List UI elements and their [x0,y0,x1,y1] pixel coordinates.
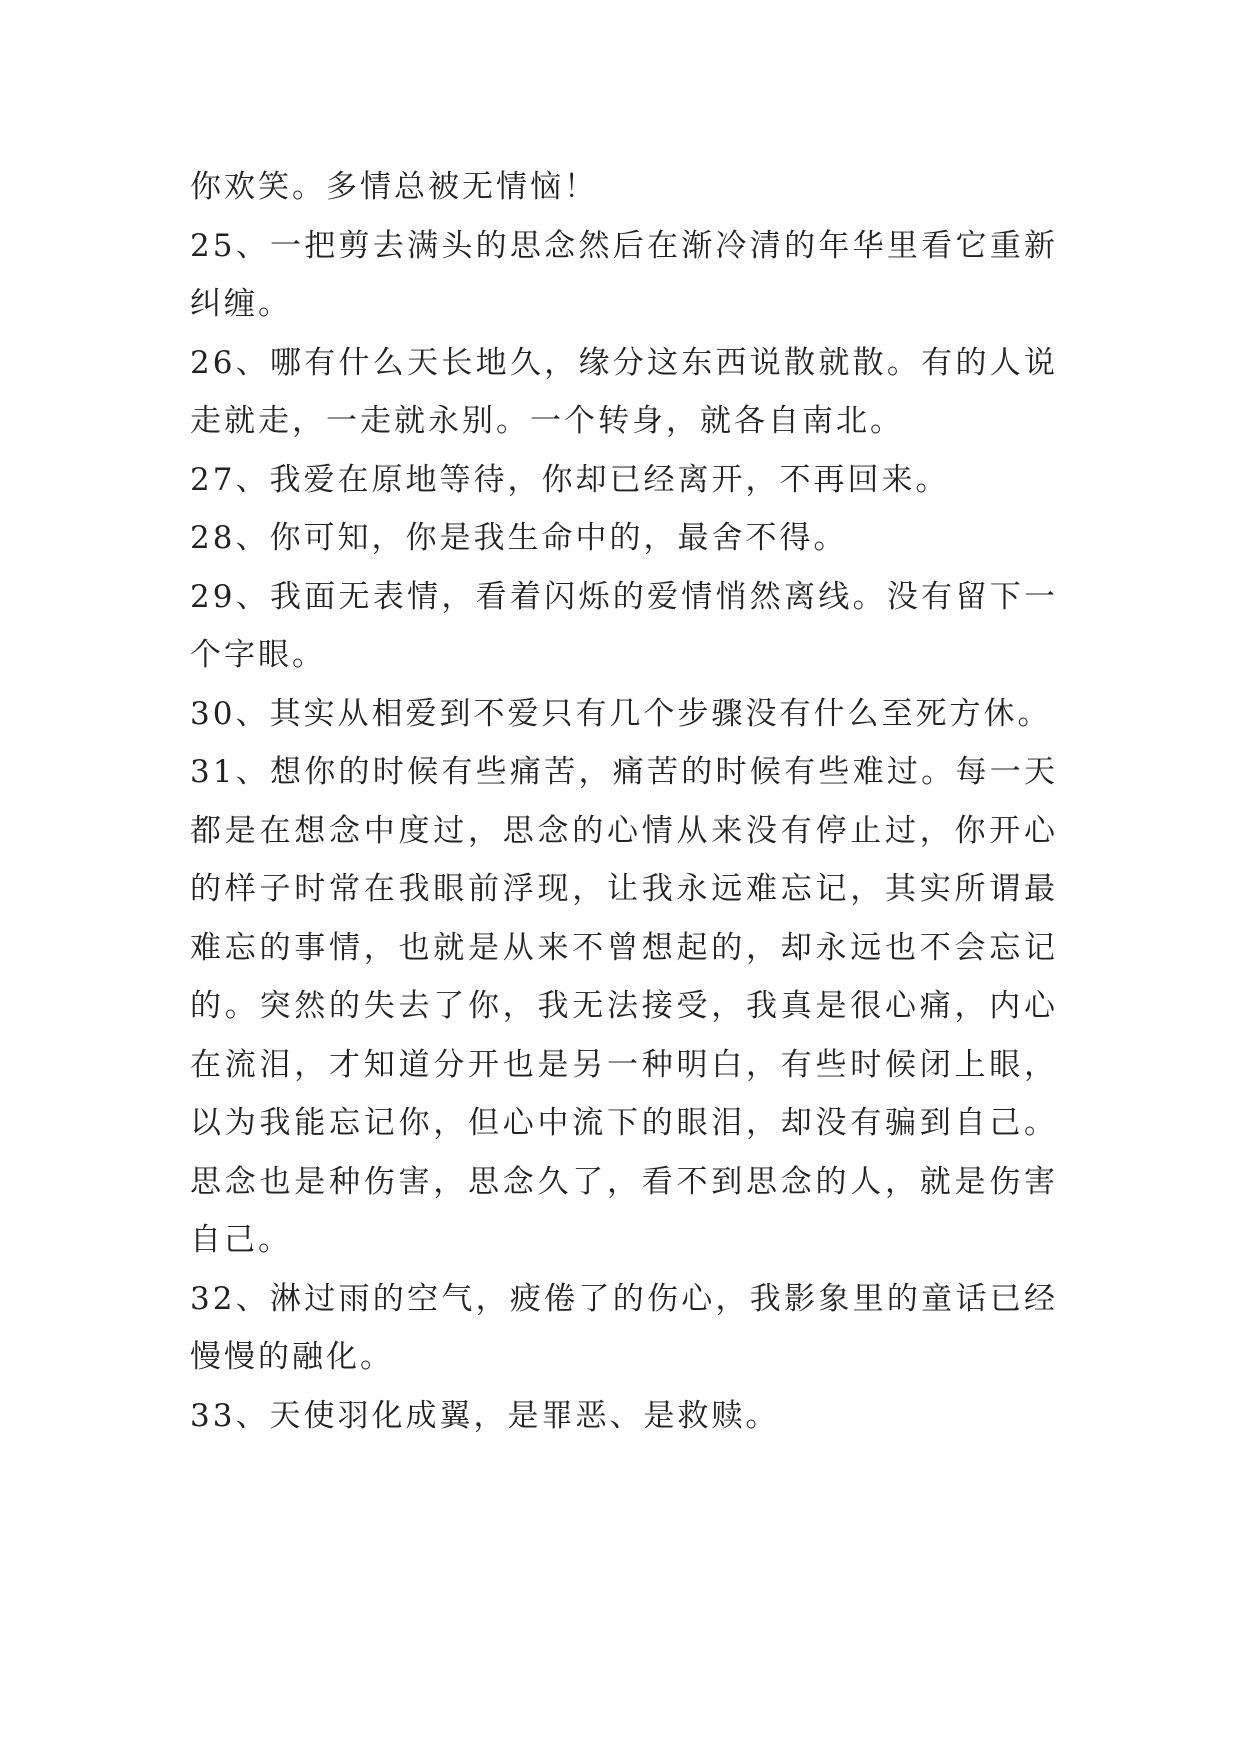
paragraph: 25、一把剪去满头的思念然后在渐冷清的年华里看它重新纠缠。 [190,227,1058,322]
paragraph: 32、淋过雨的空气，疲倦了的伤心，我影象里的童话已经慢慢的融化。 [190,1280,1058,1375]
paragraph: 29、我面无表情，看着闪烁的爱情悄然离线。没有留下一个字眼。 [190,578,1058,673]
paragraph: 你欢笑。多情总被无情恼！ [190,169,598,205]
document-body [190,158,1058,1445]
paragraph: 27、我爱在原地等待，你却已经离开，不再回来。 [190,461,950,498]
paragraph: 30、其实从相爱到不爱只有几个步骤没有什么至死方休。 [190,695,1052,732]
paragraph: 26、哪有什么天长地久，缘分这东西说散就散。有的人说走就走，一走就永别。一个转身，就各自南北。 [190,344,1058,439]
paragraph: 31、想你的时候有些痛苦，痛苦的时候有些难过。每一天都是在想念中度过，思念的心情从来没有停止过，你开心的样子时常在我眼前浮现，让我永远难忘记，其实所谓最难忘的事情，也就是从来不曾想起的，却永远也不会忘记的。突然的失去了你，我无法接受，我真是很心痛，内心在流泪，才知道分开也是另一种明白，有些时候闭上眼，以为我能忘记你，但心中流下的眼泪，却没有骗到自己。思念也是种伤害，思念久了，看不到思念的人，就是伤害自己。 [190,754,1058,1258]
paragraph: 33、天使羽化成翼，是罪恶、是救赎。 [190,1397,780,1434]
paragraph: 28、你可知，你是我生命中的，最舍不得。 [190,520,848,556]
